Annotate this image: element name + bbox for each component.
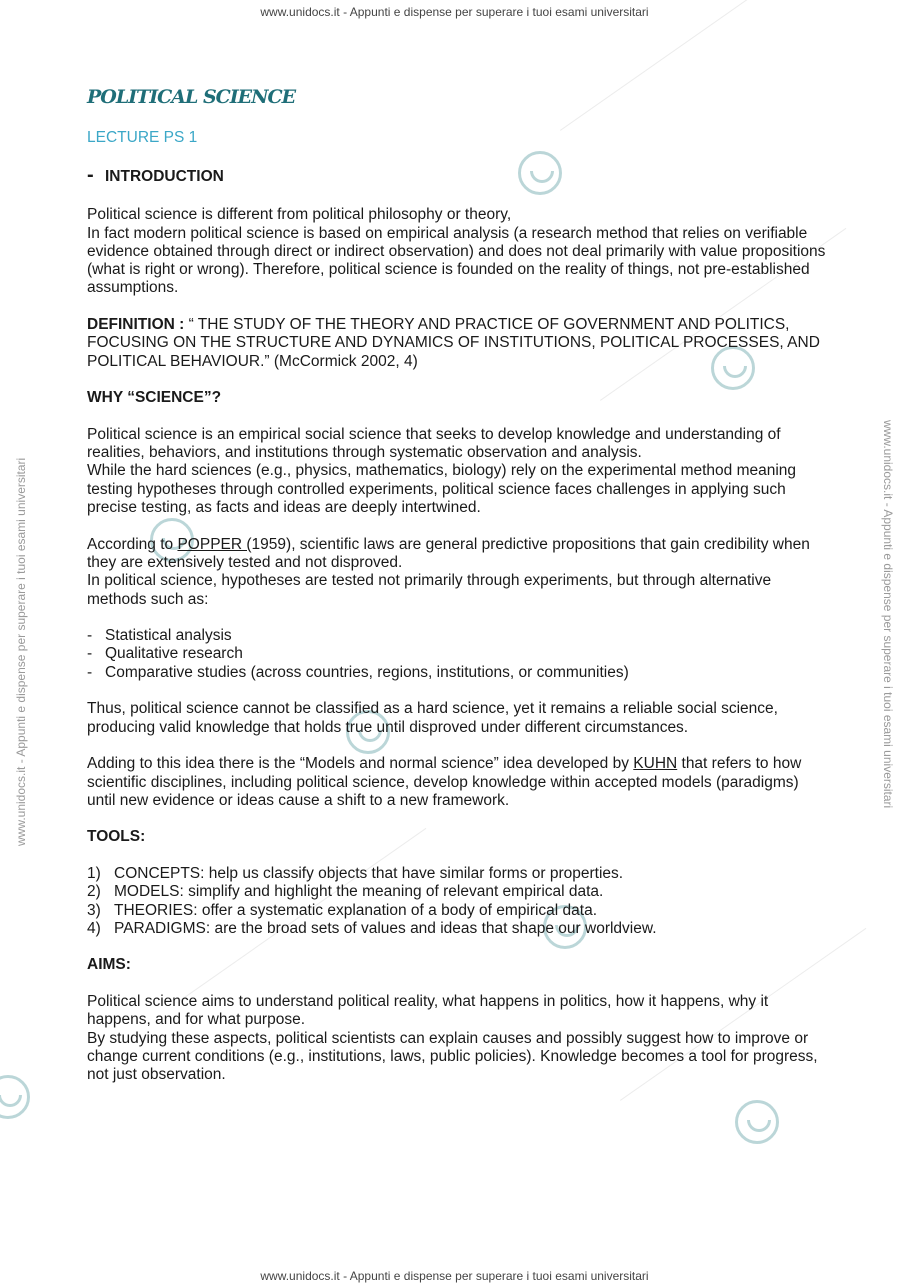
tools-list: [87, 865, 827, 938]
why-section: [87, 389, 827, 407]
intro-heading-text: INTRODUCTION: [105, 168, 224, 185]
list-number: 2): [87, 883, 101, 901]
document-body: [87, 86, 827, 1085]
heading-dash: -: [87, 164, 94, 186]
list-item: [87, 664, 827, 682]
list-number: 1): [87, 864, 101, 882]
list-item: [87, 645, 827, 663]
definition-text: “ THE STUDY OF THE THEORY AND PRACTICE OF GOVERNMENT AND POLITICS, FOCUSING ON THE STRUCTURE AND DYNAMICS OF INSTITUTIONS, POLITICAL PROCESSES, AND POLITICAL BEHAVIOUR.” (McCormick 2002, 4): [87, 316, 820, 370]
kuhn-pre: Adding to this idea there is the “Models and normal science” idea developed by: [87, 755, 634, 773]
list-item: [87, 883, 827, 901]
watermark-left: www.unidocs.it - Appunti e dispense per superare i tuoi esami universitari: [14, 457, 28, 846]
methods-list: [87, 627, 827, 682]
why-paragraph-2: While the hard sciences (e.g., physics, mathematics, biology) rely on the experimental method meaning testing hypotheses through controlled experiments, political science faces challenges in applying such precise testing, as facts and ideas are deeply intertwined.: [87, 462, 797, 517]
list-item-text: Qualitative research: [105, 645, 243, 663]
lecture-label: LECTURE PS 1: [87, 129, 198, 146]
list-item-text: PARADIGMS: are the broad sets of values and ideas that shape our worldview.: [114, 919, 657, 937]
thus-paragraph: Thus, political science cannot be classified as a hard science, yet it remains a reliable social science, producing valid knowledge that holds true until disproved under different circumstances.: [87, 700, 778, 736]
aims-paragraph-2: By studying these aspects, political scientists can explain causes and possibly suggest how to improve or change current conditions (e.g., institutions, laws, public policies). Knowledge becomes a tool for progress, not just observation.: [87, 1029, 818, 1084]
definition-paragraph: [87, 316, 827, 371]
list-item-text: CONCEPTS: help us classify objects that have similar forms or properties.: [114, 864, 624, 882]
kuhn-paragraph: [87, 755, 827, 810]
list-number: 3): [87, 901, 101, 919]
kuhn-post: that refers to how scientific disciplines, including political science, develop knowledge within accepted models (paradigms) until new evidence or ideas cause a shift to a new framework.: [87, 755, 802, 809]
list-item-text: MODELS: simplify and highlight the meaning of relevant empirical data.: [114, 883, 604, 901]
popper-section: [87, 536, 827, 609]
list-item-text: Statistical analysis: [105, 627, 232, 645]
kuhn-name: KUHN: [633, 755, 678, 773]
why-heading: WHY “SCIENCE”?: [87, 389, 222, 407]
popper-name: POPPER (: [177, 535, 252, 553]
list-item: [87, 902, 827, 920]
aims-section: [87, 956, 827, 974]
intro-paragraph-2: In fact modern political science is based on empirical analysis (a research method that relies on verifiable evidence obtained through direct or indirect observation) and does not deal primarily with value propositions (what is right or wrong). Therefore, political science is founded on the reality of things, not pre-established assumptions.: [87, 224, 826, 297]
list-item: [87, 627, 827, 645]
document-title: POLITICAL SCIENCE: [87, 86, 296, 108]
popper-paragraph-2: In political science, hypotheses are tested not primarily through experiments, but through alternative methods such as:: [87, 572, 772, 608]
list-item-text: THEORIES: offer a systematic explanation of a body of empirical data.: [114, 901, 598, 919]
unidocs-logo-icon: [735, 1100, 779, 1144]
watermark-top: www.unidocs.it - Appunti e dispense per superare i tuoi esami universitari: [260, 5, 649, 19]
popper-pre: According to: [87, 535, 178, 553]
popper-post: 1959), scientific laws are general predictive propositions that gain credibility when they are extensively tested and not disproved.: [87, 535, 810, 571]
intro-heading: [87, 164, 827, 188]
list-number: 4): [87, 919, 101, 937]
list-bullet: -: [87, 627, 93, 645]
definition-label: DEFINITION :: [87, 316, 185, 334]
unidocs-logo-icon: [0, 1075, 30, 1119]
definition-section: [87, 316, 827, 371]
kuhn-section: [87, 755, 827, 810]
aims-paragraph-1: Political science aims to understand political reality, what happens in politics, how it happens, why it happens, and for what purpose.: [87, 993, 769, 1029]
list-item: [87, 865, 827, 883]
list-item: [87, 920, 827, 938]
intro-paragraph-1: Political science is different from political philosophy or theory,: [87, 206, 512, 224]
aims-heading: AIMS:: [87, 956, 131, 974]
intro-section: [87, 206, 827, 297]
list-bullet: -: [87, 645, 93, 663]
thus-section: [87, 700, 827, 737]
aims-body: [87, 993, 827, 1084]
list-item-text: Comparative studies (across countries, regions, institutions, or communities): [105, 663, 629, 681]
why-body: [87, 426, 827, 517]
watermark-bottom: www.unidocs.it - Appunti e dispense per superare i tuoi esami universitari: [260, 1269, 649, 1283]
why-paragraph-1: Political science is an empirical social science that seeks to develop knowledge and understanding of realities, behaviors, and institutions through systematic observation and analysis.: [87, 425, 781, 462]
tools-section: [87, 828, 827, 846]
popper-paragraph: [87, 536, 827, 573]
list-bullet: -: [87, 663, 93, 681]
tools-heading: TOOLS:: [87, 828, 146, 846]
watermark-right: www.unidocs.it - Appunti e dispense per superare i tuoi esami universitari: [881, 420, 895, 809]
